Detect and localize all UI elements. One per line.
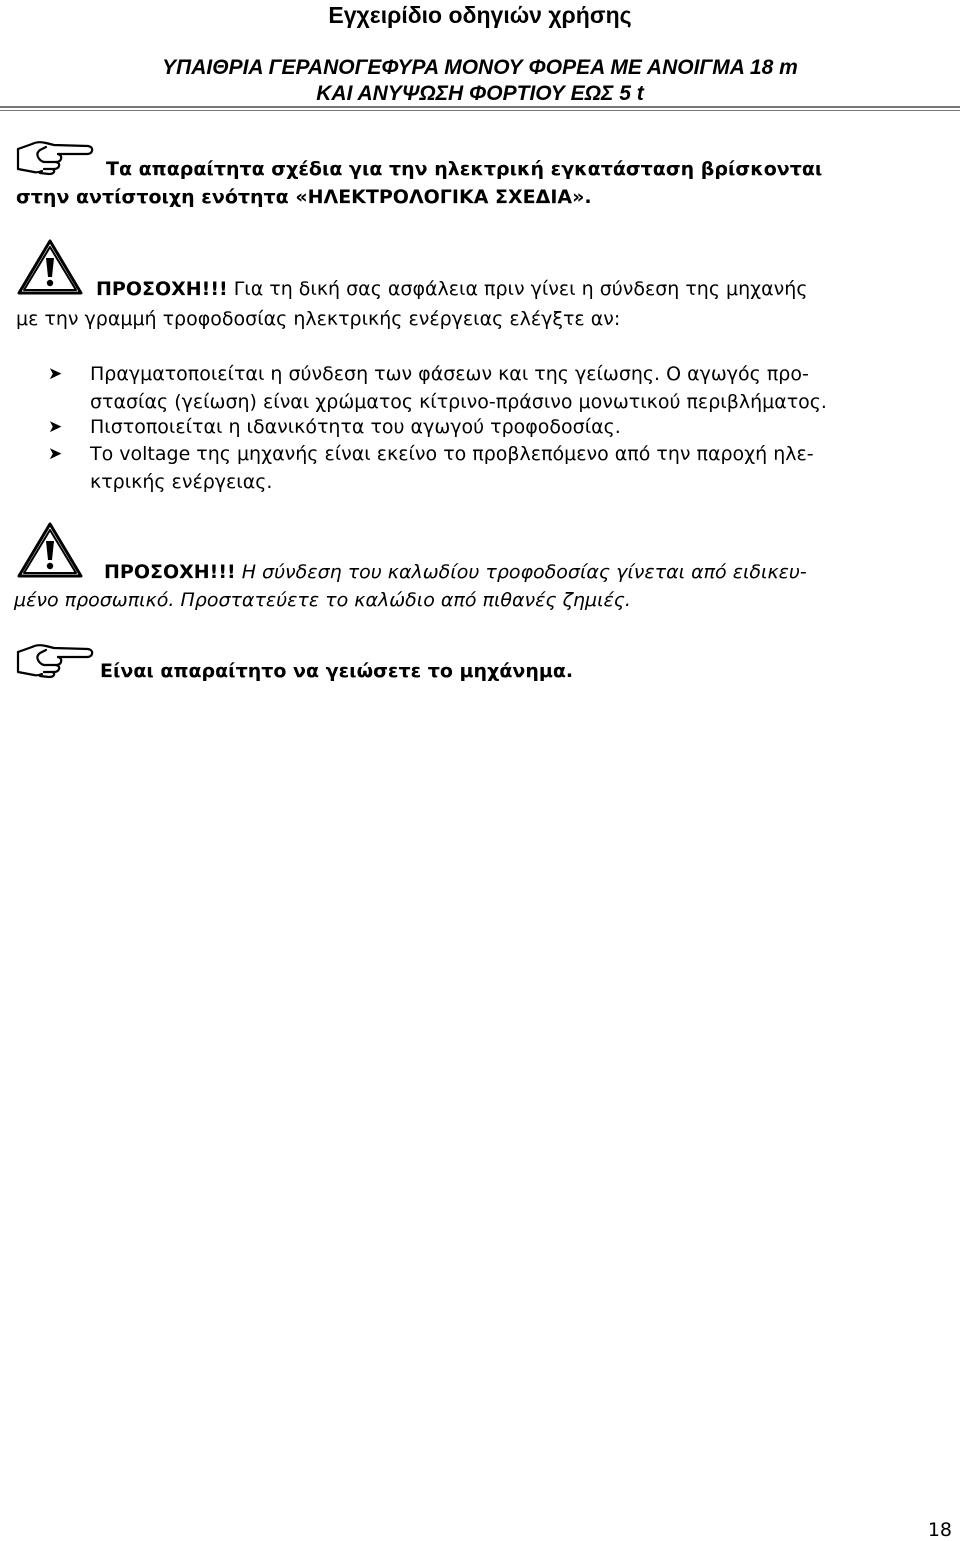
warning2-line2: μένο προσωπικό. Προστατεύετε το καλώδιο από πιθανές ζημιές.: [14, 589, 631, 611]
check-item-1-line1: Πραγματοποιείται η σύνδεση των φάσεων και της γείωσης. Ο αγωγός προ-: [90, 363, 809, 385]
note-grounding: Είναι απαραίτητο να γειώσετε το μηχάνημα.: [100, 660, 574, 682]
document-subtitle-line1: ΥΠΑΙΘΡΙΑ ΓΕΡΑΝΟΓΕΦΥΡΑ ΜΟΝΟΥ ΦΟΡΕΑ ΜΕ ΑΝΟΙΓΜΑ 18 m: [162, 56, 798, 79]
check-item-1-line2: στασίας (γείωση) είναι χρώματος κίτρινο-πράσινο μονωτικού περιβλήματος.: [90, 391, 827, 413]
warning1-line1: [96, 275, 807, 303]
warning2-line1: [104, 558, 807, 586]
document-subtitle-line2: ΚΑΙ ΑΝΥΨΩΣΗ ΦΟΡΤΙΟΥ ΕΩΣ 5 t: [316, 82, 644, 105]
document-title: Εγχειρίδιο οδηγιών χρήσης: [328, 2, 632, 28]
warning-triangle-icon: [16, 521, 84, 579]
check-item-3-line2: κτρικής ενέργειας.: [90, 471, 273, 493]
warning1-line1-text: Για τη δική σας ασφάλεια πριν γίνει η σύνδεση της μηχανής: [227, 278, 808, 300]
check-item-3-line1: Το voltage της μηχανής είναι εκείνο το προβλεπόμενο από την παροχή ηλε-: [90, 443, 814, 465]
page-number: 18: [927, 1519, 952, 1541]
bullet-arrow-icon: ➤: [48, 444, 63, 464]
warning2-line1-text: Η σύνδεση του καλωδίου τροφοδοσίας γίνεται από ειδικευ-: [235, 561, 807, 583]
warning1-line2: με την γραμμή τροφοδοσίας ηλεκτρικής ενέργειας ελέγξτε αν:: [16, 308, 621, 330]
note-drawings-line1: Τα απαραίτητα σχέδια για την ηλεκτρική εγκατάσταση βρίσκονται: [106, 158, 823, 180]
pointing-hand-icon: [14, 137, 94, 177]
pointing-hand-icon: [14, 640, 94, 680]
bullet-arrow-icon: ➤: [48, 417, 63, 437]
warning2-label: ΠΡΟΣΟΧΗ!!!: [104, 561, 236, 583]
check-item-2-line1: Πιστοποιείται η ιδανικότητα του αγωγού τροφοδοσίας.: [90, 416, 621, 438]
warning1-label: ΠΡΟΣΟΧΗ!!!: [96, 278, 228, 300]
bullet-arrow-icon: ➤: [48, 364, 63, 384]
warning-triangle-icon: [16, 238, 84, 296]
note-drawings-line2: στην αντίστοιχη ενότητα «ΗΛΕΚΤΡΟΛΟΓΙΚΑ ΣΧΕΔΙΑ».: [16, 186, 592, 208]
header-divider: [0, 106, 960, 111]
